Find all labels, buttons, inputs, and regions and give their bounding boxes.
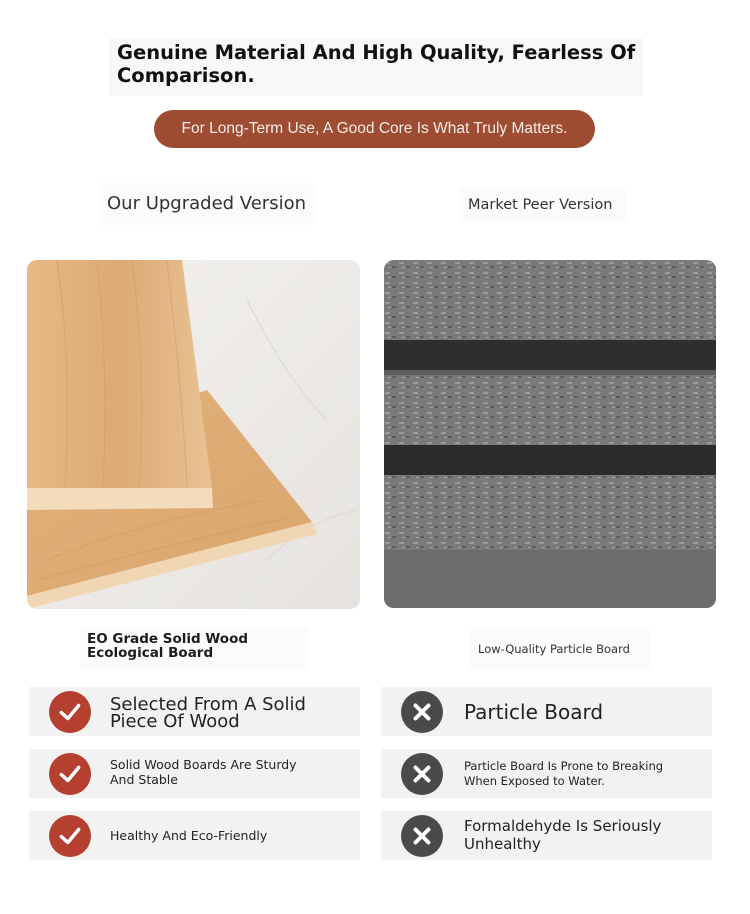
con-text: Particle Board: [464, 700, 604, 724]
tagline-pill: For Long-Term Use, A Good Core Is What Truly Matters.: [154, 110, 595, 148]
cross-icon: [401, 691, 443, 733]
headline: Genuine Material And High Quality, Fearless Of Comparison.: [109, 38, 643, 96]
solid-wood-caption: EO Grade Solid Wood Ecological Board: [80, 628, 308, 670]
pro-row: [29, 811, 360, 860]
particle-board-caption: Low-Quality Particle Board: [470, 628, 650, 670]
cross-icon: [401, 753, 443, 795]
market-version-title: Market Peer Version: [460, 188, 626, 222]
particle-board-image: [384, 260, 716, 608]
upgraded-version-title: Our Upgraded Version: [100, 183, 315, 225]
solid-wood-board-image: [27, 260, 360, 609]
pro-row: [29, 749, 360, 798]
con-text: Formaldehyde Is Seriously Unhealthy: [464, 817, 662, 853]
con-row: [381, 811, 712, 860]
check-icon: [49, 691, 91, 733]
cross-icon: [401, 815, 443, 857]
pro-text: Healthy And Eco-Friendly: [110, 828, 268, 843]
con-text: Particle Board Is Prone to Breaking When Exposed to Water.: [464, 759, 664, 788]
check-icon: [49, 753, 91, 795]
con-row: [381, 687, 712, 736]
con-row: [381, 749, 712, 798]
check-icon: [49, 815, 91, 857]
pro-row: [29, 687, 360, 736]
pro-text: Solid Wood Boards Are Sturdy And Stable: [110, 757, 297, 787]
pro-text: Selected From A Solid Piece Of Wood: [110, 694, 306, 732]
